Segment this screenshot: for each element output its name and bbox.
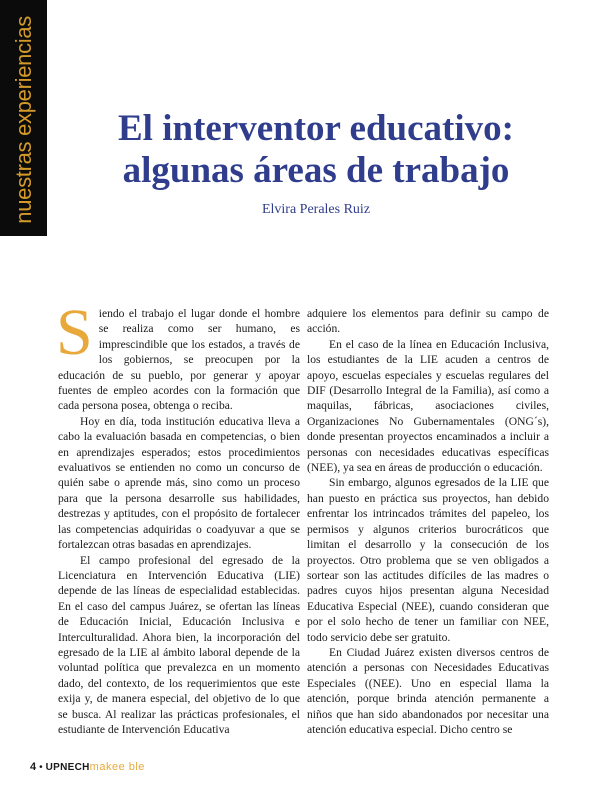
paragraph: En Ciudad Juárez existen diversos centros de atención a personas con Necesidades Educativas Especiales ((NEE). Uno en especial llama la atención, porque brinda atención permanente a niños que han sido abandonados por necesitar una atención educativa especial. Dicho centro se [307, 645, 549, 736]
paragraph: En el caso de la línea en Educación Inclusiva, los estudiantes de la LIE acuden a centros de apoyo, escuelas especiales y escuelas regulares del DIF (Desarrollo Integral de la Familia), así como a maquilas, fábricas, asociaciones civiles, Organizaciones No Gubernamentales (ONG´s), donde presentan proyectos encaminados a incluir a personas con necesidades educativas específicas (NEE), ya sea en áreas de producción o educación. [307, 337, 549, 475]
article-title [60, 108, 572, 192]
drop-cap: S [56, 296, 93, 369]
paragraph: El campo profesional del egresado de la Licenciatura en Intervención Educativa (LIE) depende de las líneas de especialidad establecidas. En el caso del campus Juárez, se ofertan las líneas de Educación Inicial, Educación Inclusiva e Interculturalidad. Ahora bien, la incorporación del egresado de la LIE al ámbito laboral depende de la voluntad política que prevalezca en un momento dado, del contexto, de los requerimientos que este exija y, de manera especial, del objetivo de lo que se busca. Al realizar las prácticas profesionales, el estudiante de Intervención Educativa [58, 553, 300, 736]
article-title-line-1: El interventor educativo: [118, 108, 514, 149]
paragraph-intro-text: iendo el trabajo el lugar donde el hombre se realiza como ser humano, es imprescindible que los estados, a través de los gobiernos, se preocupen por la educación de su pueblo, por generar y apoyar fuentes de empleo acordes con la formación que cada persona posea, obtenga o reciba. [58, 307, 300, 413]
article-author: Elvira Perales Ruiz [261, 202, 371, 217]
left-column [56, 296, 300, 737]
footer-separator: • [39, 762, 43, 773]
page-number: 4 [30, 761, 37, 773]
right-column [307, 306, 549, 737]
article-title-line-2: algunas áreas de trabajo [122, 150, 510, 191]
paragraph: Sin embargo, algunos egresados de la LIE que han puesto en práctica sus proyectos, han debido enfrentar los intrincados trámites del papeleo, los permisos y algunos criterios burocráticos que limitan el desarrollo y la consecución de los proyectos. Otro problema que se ven obligados a sortear son las actitudes difíciles de las madres o padres cuyos hijos presentan alguna Necesidad Educativa Especial (NEE), cuando consideran que por el solo hecho de tener un familiar con NEE, todo servicio debe ser gratuito. [307, 476, 549, 644]
section-tab [0, 0, 47, 236]
publication-name: UPNECH [45, 762, 90, 773]
section-label: nuestras experiencias [11, 16, 36, 224]
paragraph: Hoy en día, toda institución educativa lleva a cabo la evaluación basada en competencias, o bien en aprendizajes esperados; estos procedimientos evaluativos se entienden no como un concurso de quién sabe o aprende más, sino como un proceso para que la persona desarrolle sus habilidades, destrezas y aptitudes, con el propósito de fortalecer las competencias adquiridas o coadyuvar a que se fortalezcan otras basadas en aprendizajes. [58, 414, 300, 552]
publication-tagline: makee ble [89, 761, 145, 773]
paragraph-continued: adquiere los elementos para definir su campo de acción. [307, 307, 549, 336]
section-tab-label-wrap [4, 7, 44, 233]
page-footer [12, 761, 145, 775]
paragraph-intro [56, 296, 300, 414]
